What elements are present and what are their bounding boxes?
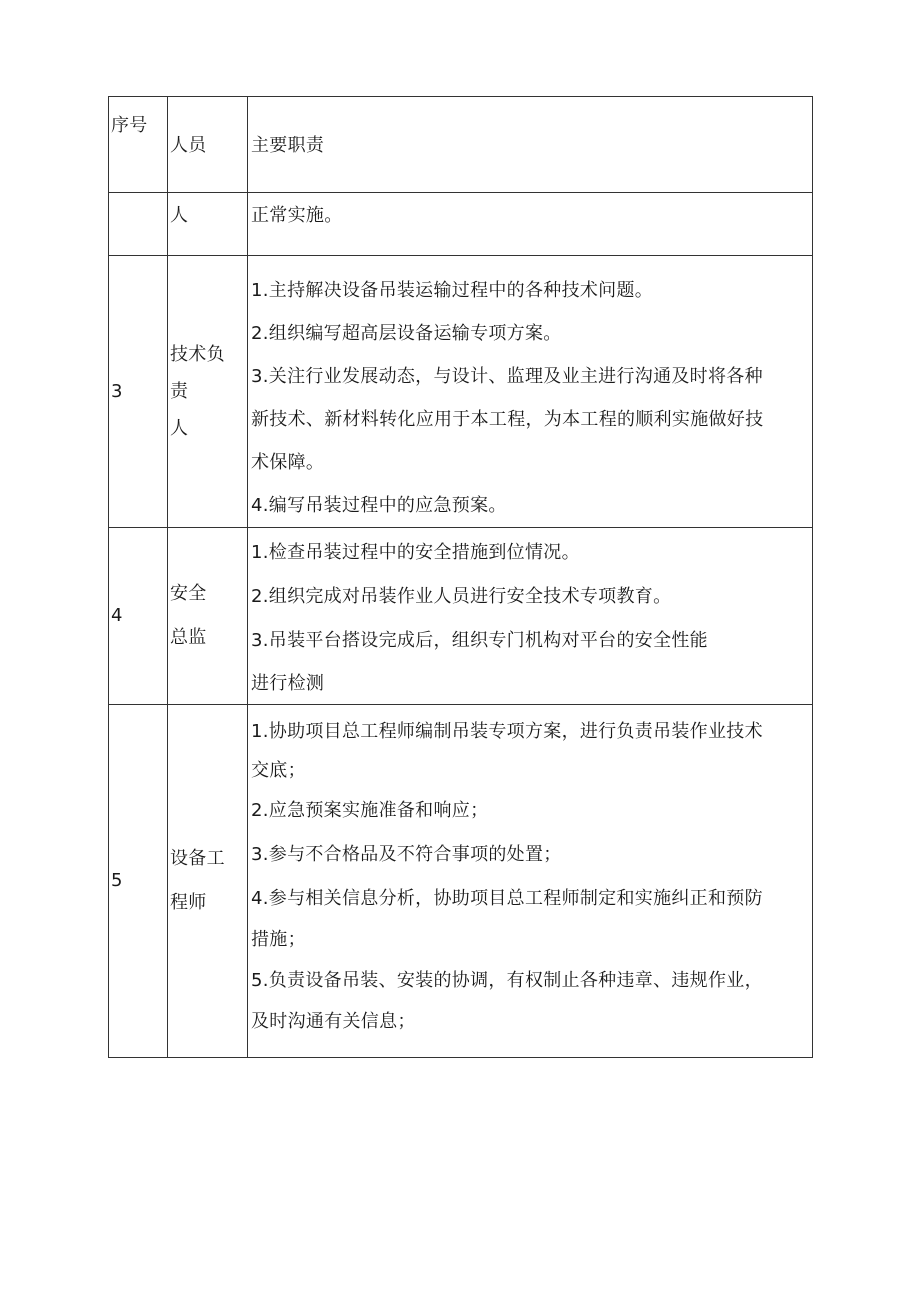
seq-number: 3: [111, 380, 123, 402]
duty-line: 措施；: [251, 929, 306, 950]
header-duty: 主要职责: [251, 135, 325, 156]
duty-line: 4.参与相关信息分析，协助项目总工程师制定和实施纠正和预防: [251, 888, 763, 909]
duty-line: 2.组织编写超高层设备运输专项方案。: [251, 323, 562, 344]
seq-number: 5: [111, 870, 123, 891]
seq-cell: [109, 705, 168, 1058]
duty-line: 1.检查吊装过程中的安全措施到位情况。: [251, 542, 580, 563]
table-header-row: [109, 97, 813, 193]
seq-number: 4: [111, 605, 123, 626]
header-person-cell: [168, 97, 248, 193]
seq-cell: [109, 256, 168, 528]
table-row: [109, 193, 813, 256]
duty-line: 5.负责设备吊装、安装的协调，有权制止各种违章、违规作业，: [251, 970, 763, 991]
person-cell: [168, 193, 248, 256]
person-cell: [168, 256, 248, 528]
person-cell: [168, 528, 248, 705]
table-row: [109, 705, 813, 1058]
person-line: 责: [170, 380, 189, 402]
duty-line: 1.协助项目总工程师编制吊装专项方案，进行负责吊装作业技术: [251, 721, 763, 742]
person-line: 设备工: [170, 848, 225, 869]
seq-cell: [109, 193, 168, 256]
header-seq-cell: [109, 97, 168, 193]
person-line: 人: [170, 417, 189, 439]
person-line: 总监: [170, 627, 207, 648]
table-row: [109, 528, 813, 705]
duty-line: 4.编写吊装过程中的应急预案。: [251, 495, 507, 516]
duty-line: 术保障。: [251, 452, 325, 473]
duty-line: 1.主持解决设备吊装运输过程中的各种技术问题。: [251, 280, 654, 301]
duty-cell: [248, 256, 813, 528]
duty-cell: [248, 193, 813, 256]
duty-line: 及时沟通有关信息；: [251, 1011, 416, 1032]
header-seq: 序号: [111, 115, 148, 136]
table-row: [109, 256, 813, 528]
duty-line: 进行检测: [251, 673, 325, 694]
duty-line: 3.关注行业发展动态，与设计、监理及业主进行沟通及时将各种: [251, 366, 763, 387]
duty-line: 交底；: [251, 760, 306, 781]
seq-cell: [109, 528, 168, 705]
person-line: 技术负: [170, 343, 225, 365]
duty-cell: [248, 705, 813, 1058]
duty-line: 2.组织完成对吊装作业人员进行安全技术专项教育。: [251, 586, 672, 607]
person-line: 程师: [170, 892, 207, 913]
duty-line: 3.吊装平台搭设完成后，组织专门机构对平台的安全性能: [251, 630, 708, 651]
person-line: 安全: [170, 583, 207, 604]
duty-cell: [248, 528, 813, 705]
person-line: 人: [170, 205, 189, 226]
duty-table: [108, 96, 813, 1058]
duty-line: 3.参与不合格品及不符合事项的处置；: [251, 844, 562, 865]
duty-line: 正常实施。: [251, 205, 343, 226]
header-person: 人员: [170, 135, 207, 156]
header-duty-cell: [248, 97, 813, 193]
duty-line: 新技术、新材料转化应用于本工程，为本工程的顺利实施做好技: [251, 409, 764, 430]
duty-line: 2.应急预案实施准备和响应；: [251, 800, 489, 821]
person-cell: [168, 705, 248, 1058]
